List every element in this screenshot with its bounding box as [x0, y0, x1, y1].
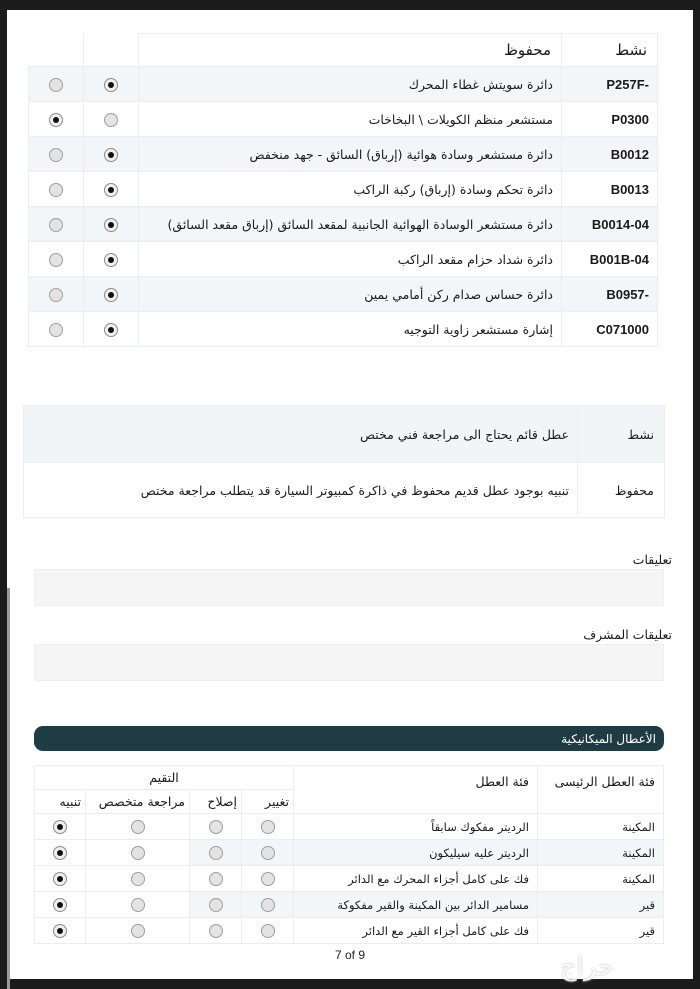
header-radio-active [84, 34, 139, 67]
warning-radio-cell [35, 814, 86, 840]
active-radio-cell [84, 67, 139, 102]
dtc-row [29, 207, 658, 242]
specialist-review-radio[interactable] [131, 820, 145, 834]
stored-radio[interactable] [49, 218, 63, 232]
change-radio-cell [242, 840, 294, 866]
stored-radio-cell [29, 207, 84, 242]
active-radio-cell [84, 312, 139, 347]
header-active: نشط [562, 34, 658, 67]
stored-radio-cell [29, 67, 84, 102]
fault-category: فك على كامل أجزاء المحرك مع الدائر [294, 866, 538, 892]
warning-radio[interactable] [53, 898, 67, 912]
dtc-description: مستشعر منظم الكويلات \ البخاخات [139, 102, 562, 137]
mechanical-row [35, 892, 664, 918]
dtc-row [29, 102, 658, 137]
active-radio[interactable] [104, 323, 118, 337]
dtc-code: B0014-04 [562, 207, 658, 242]
header-stored: محفوظ [139, 34, 562, 67]
dtc-code: C071000 [562, 312, 658, 347]
change-radio[interactable] [261, 846, 275, 860]
warning-radio-cell [35, 918, 86, 944]
dtc-description: دائرة تحكم وسادة (إرباق) ركبة الراكب [139, 172, 562, 207]
stored-radio[interactable] [49, 253, 63, 267]
dtc-code: P0300 [562, 102, 658, 137]
dtc-header-row [29, 34, 658, 67]
repair-radio[interactable] [209, 846, 223, 860]
stored-radio-cell [29, 102, 84, 137]
header-category: فئة العطل [294, 766, 538, 814]
specialist-review-radio-cell [86, 814, 190, 840]
active-radio[interactable] [104, 113, 118, 127]
main-category: المكينة [538, 814, 664, 840]
active-radio-cell [84, 172, 139, 207]
dtc-row [29, 67, 658, 102]
main-category: قير [538, 892, 664, 918]
specialist-review-radio[interactable] [131, 846, 145, 860]
stored-radio[interactable] [49, 323, 63, 337]
header-radio-stored [29, 34, 84, 67]
repair-radio[interactable] [209, 898, 223, 912]
stored-radio[interactable] [49, 288, 63, 302]
supervisor-comments-label: تعليقات المشرف [583, 627, 672, 642]
dtc-row [29, 137, 658, 172]
repair-radio[interactable] [209, 924, 223, 938]
stored-radio-cell [29, 312, 84, 347]
header-evaluation: التقيم [35, 766, 294, 790]
mechanical-row [35, 918, 664, 944]
page-indicator: 7 of 9 [334, 948, 366, 962]
active-radio-cell [84, 137, 139, 172]
change-radio[interactable] [261, 898, 275, 912]
stored-radio-cell [29, 137, 84, 172]
header-specialist-review: مراجعة متخصص [86, 790, 190, 814]
dtc-description: دائرة حساس صدام ركن أمامي يمين [139, 277, 562, 312]
dtc-description: إشارة مستشعر زاوية التوجيه [139, 312, 562, 347]
dtc-table [28, 33, 658, 347]
dtc-description: دائرة سويتش غطاء المحرك [139, 67, 562, 102]
dtc-code: B001B-04 [562, 242, 658, 277]
change-radio[interactable] [261, 872, 275, 886]
specialist-review-radio-cell [86, 892, 190, 918]
dtc-row [29, 312, 658, 347]
repair-radio[interactable] [209, 820, 223, 834]
specialist-review-radio-cell [86, 840, 190, 866]
repair-radio-cell [190, 814, 242, 840]
specialist-review-radio[interactable] [131, 898, 145, 912]
specialist-review-radio-cell [86, 918, 190, 944]
dtc-code: -B0957 [562, 277, 658, 312]
repair-radio[interactable] [209, 872, 223, 886]
legend-label: محفوظ [578, 463, 665, 518]
main-category: المكينة [538, 866, 664, 892]
active-radio[interactable] [104, 183, 118, 197]
stored-radio-cell [29, 277, 84, 312]
active-radio[interactable] [104, 78, 118, 92]
fault-category: الرديتر عليه سيليكون [294, 840, 538, 866]
stored-radio[interactable] [49, 148, 63, 162]
legend-label: نشط [578, 406, 665, 463]
mechanical-faults-table [34, 765, 664, 944]
warning-radio[interactable] [53, 924, 67, 938]
repair-radio-cell [190, 840, 242, 866]
warning-radio[interactable] [53, 820, 67, 834]
active-radio-cell [84, 102, 139, 137]
change-radio-cell [242, 918, 294, 944]
main-category: قير [538, 918, 664, 944]
fault-category: مسامير الدائر بين المكينة والقير مفكوكة [294, 892, 538, 918]
specialist-review-radio[interactable] [131, 924, 145, 938]
repair-radio-cell [190, 918, 242, 944]
mechanical-row [35, 814, 664, 840]
stored-radio[interactable] [49, 113, 63, 127]
mechanical-row [35, 866, 664, 892]
legend-row-active [24, 406, 665, 463]
change-radio[interactable] [261, 820, 275, 834]
warning-radio-cell [35, 866, 86, 892]
dtc-code: -P257F [562, 67, 658, 102]
legend-text: تنبيه بوجود عطل قديم محفوظ في ذاكرة كمبيوتر السيارة قد يتطلب مراجعة مختص [24, 463, 578, 518]
comments-label: تعليقات [632, 552, 672, 567]
mechanical-row [35, 840, 664, 866]
mech-header-row-1 [35, 766, 664, 790]
active-radio-cell [84, 242, 139, 277]
change-radio-cell [242, 814, 294, 840]
legend-text: عطل قائم يحتاج الى مراجعة فني مختص [24, 406, 578, 463]
dtc-code: B0012 [562, 137, 658, 172]
change-radio[interactable] [261, 924, 275, 938]
header-main-category: فئة العطل الرئيسى [538, 766, 664, 814]
change-radio-cell [242, 892, 294, 918]
repair-radio-cell [190, 892, 242, 918]
active-radio[interactable] [104, 288, 118, 302]
specialist-review-radio[interactable] [131, 872, 145, 886]
dtc-row [29, 242, 658, 277]
active-radio[interactable] [104, 253, 118, 267]
main-category: المكينة [538, 840, 664, 866]
warning-radio[interactable] [53, 872, 67, 886]
supervisor-comments-field[interactable] [34, 644, 664, 681]
active-radio[interactable] [104, 218, 118, 232]
repair-radio-cell [190, 866, 242, 892]
specialist-review-radio-cell [86, 866, 190, 892]
mechanical-section-header [34, 726, 664, 751]
dtc-row [29, 277, 658, 312]
change-radio-cell [242, 866, 294, 892]
warning-radio-cell [35, 892, 86, 918]
dtc-description: دائرة مستشعر الوسادة الهوائية الجانبية لمقعد السائق (إرباق مقعد السائق) [139, 207, 562, 242]
dtc-description: دائرة مستشعر وسادة هوائية (إرباق) السائق - جهد منخفض [139, 137, 562, 172]
comments-field[interactable] [34, 569, 664, 606]
active-radio-cell [84, 277, 139, 312]
active-radio[interactable] [104, 148, 118, 162]
header-change: تغيير [242, 790, 294, 814]
stored-radio[interactable] [49, 183, 63, 197]
fault-category: فك على كامل أجزاء القير مع الدائر [294, 918, 538, 944]
active-radio-cell [84, 207, 139, 242]
warning-radio-cell [35, 840, 86, 866]
stored-radio-cell [29, 172, 84, 207]
header-warning: تنبيه [35, 790, 86, 814]
warning-radio[interactable] [53, 846, 67, 860]
status-legend-table [23, 405, 665, 518]
watermark-logo: حراج [560, 952, 615, 982]
dtc-code: B0013 [562, 172, 658, 207]
scrollbar[interactable] [7, 588, 10, 989]
stored-radio[interactable] [49, 78, 63, 92]
header-repair: إصلاح [190, 790, 242, 814]
dtc-row [29, 172, 658, 207]
fault-category: الرديتر مفكوك سابقاً [294, 814, 538, 840]
mechanical-title: الأعطال الميكانيكية [561, 732, 656, 746]
stored-radio-cell [29, 242, 84, 277]
dtc-description: دائرة شداد حزام مقعد الراكب [139, 242, 562, 277]
legend-row-stored [24, 463, 665, 518]
